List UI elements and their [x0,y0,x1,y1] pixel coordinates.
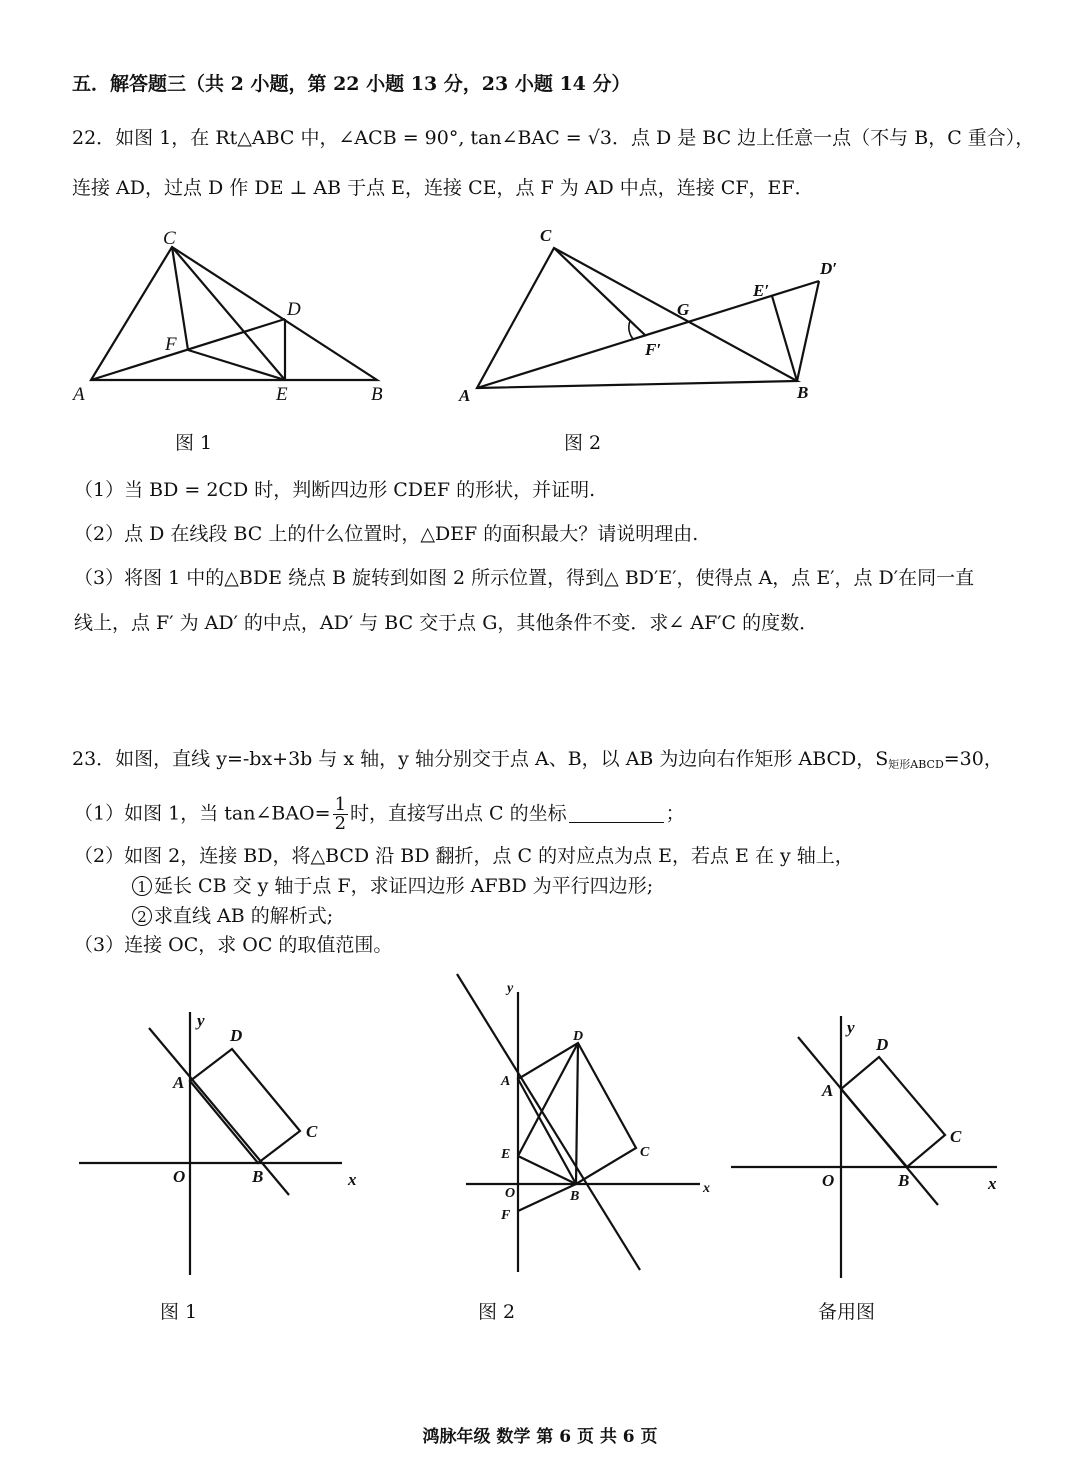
q22-part3-line2: 线上，点 F′ 为 AD′ 的中点，AD′ 与 BC 交于点 G，其他条件不变．求∠ AF′C 的度数． [74,612,819,634]
segment-bd [576,1043,578,1184]
circled-number-2: 2 [132,906,152,926]
q23-stem-subscript: 矩形ABCD [888,758,944,771]
label-d: D [287,299,301,320]
fig1-label-x: x [348,1170,357,1189]
label-c: C [163,228,176,249]
fig2-label-o: O [505,1186,516,1201]
spare-label-o: O [822,1171,835,1190]
q23-part1-post: 时，直接写出点 C 的坐标 [350,802,567,825]
fig2-label-x: x [703,1181,710,1196]
label-f: F [165,334,177,355]
label-e-prime: E′ [753,281,770,300]
label-f-prime: F′ [645,340,662,359]
fig2-label-a: A [501,1074,511,1089]
fraction-numerator: 1 [334,794,347,815]
fig1-label-b: B [252,1167,264,1186]
spare-label-d: D [876,1035,889,1054]
q22-figure1 [91,247,377,380]
triangle-abc-2 [477,248,797,388]
q22-part1: （1）当 BD = 2CD 时，判断四边形 CDEF 的形状，并证明. [74,479,596,501]
q22-stem-line2: 连接 AD，过点 D 作 DE ⊥ AB 于点 E，连接 CE，点 F 为 AD 中点，连接 CF，EF． [72,177,814,199]
label-a2: A [459,386,471,405]
fig1-label-y: y [197,1011,205,1030]
q22-fig1-caption: 图 1 [175,432,213,454]
label-b: B [371,384,383,405]
q23-part1-end: ； [665,802,685,825]
label-c2: C [540,226,552,245]
segment-ef [188,350,285,380]
rectangle-abcd [190,1049,300,1163]
q23-spare-figure [731,1016,997,1278]
q22-part2: （2）点 D 在线段 BC 上的什么位置时，△DEF 的面积最大？请说明理由. [74,523,699,545]
q23-part2: （2）如图 2，连接 BD，将△BCD 沿 BD 翻折，点 C 的对应点为点 E，若点 E 在 y 轴上， [74,845,854,867]
spare-label-y: y [847,1018,855,1037]
fig2-label-c: C [640,1145,650,1160]
segment-bd-prime [797,281,819,381]
spare-label-c: C [950,1127,962,1146]
q23-fig1-caption: 图 1 [160,1301,198,1323]
fig1-label-c: C [306,1122,318,1141]
fig1-label-d: D [230,1026,243,1045]
fig2-label-f: F [501,1208,511,1223]
fraction-denominator: 2 [334,813,347,834]
q23-part3: （3）连接 OC，求 OC 的取值范围。 [74,934,393,956]
fig1-label-o: O [173,1167,186,1186]
fig1-label-a: A [173,1073,185,1092]
q23-fig3-caption: 备用图 [818,1301,876,1323]
label-b2: B [797,383,809,402]
triangle-abc [91,247,377,380]
label-a: A [73,384,85,405]
segment-bf [518,1184,576,1211]
fig2-label-b: B [570,1189,580,1204]
q22-figure2 [477,248,819,388]
q22-fig2-caption: 图 2 [564,432,602,454]
line-ab-2 [457,974,640,1270]
q23-part2-sub2-text: 求直线 AB 的解析式; [154,905,334,927]
q22-part3-line1: （3）将图 1 中的△BDE 绕点 B 旋转到如图 2 所示位置，得到△ BD′E′，使得点 A，点 E′，点 D′在同一直 [74,567,975,589]
line-ab [149,1028,289,1195]
spare-label-x: x [988,1174,997,1193]
q22-stem-line1: 22．如图 1，在 Rt△ABC 中，∠ACB = 90°, tan∠BAC = √3．点 D 是 BC 边上任意一点（不与 B，C 重合）， [72,127,1035,149]
rectangle-abcd-3 [841,1057,945,1167]
fig2-label-e: E [501,1147,511,1162]
fig2-label-d: D [573,1029,584,1044]
q23-stem-end: =30， [943,748,1003,770]
label-g: G [677,300,690,319]
segment-ce [172,247,285,380]
q23-figure2 [457,974,700,1272]
circled-number-1: 1 [132,876,152,896]
label-e: E [276,384,288,405]
spare-label-b: B [898,1171,910,1190]
q23-part2-sub1-text: 延长 CB 交 y 轴于点 F，求证四边形 AFBD 为平行四边形; [154,875,654,897]
q23-part1-pre: （1）如图 1，当 tan∠BAO= [74,802,331,825]
q23-figure1 [79,1012,342,1275]
q23-stem-main: 23．如图，直线 y=-bx+3b 与 x 轴，y 轴分别交于点 A、B，以 AB 为边向右作矩形 ABCD，S [72,748,889,770]
spare-label-a: A [822,1081,834,1100]
label-d-prime: D′ [820,259,838,278]
section-title: 五．解答题三（共 2 小题，第 22 小题 13 分，23 小题 14 分） [72,73,631,95]
page-footer: 鸿脉年级 数学 第 6 页 共 6 页 [422,1427,658,1447]
q23-fig2-caption: 图 2 [478,1301,516,1323]
fig2-label-y: y [507,981,514,996]
